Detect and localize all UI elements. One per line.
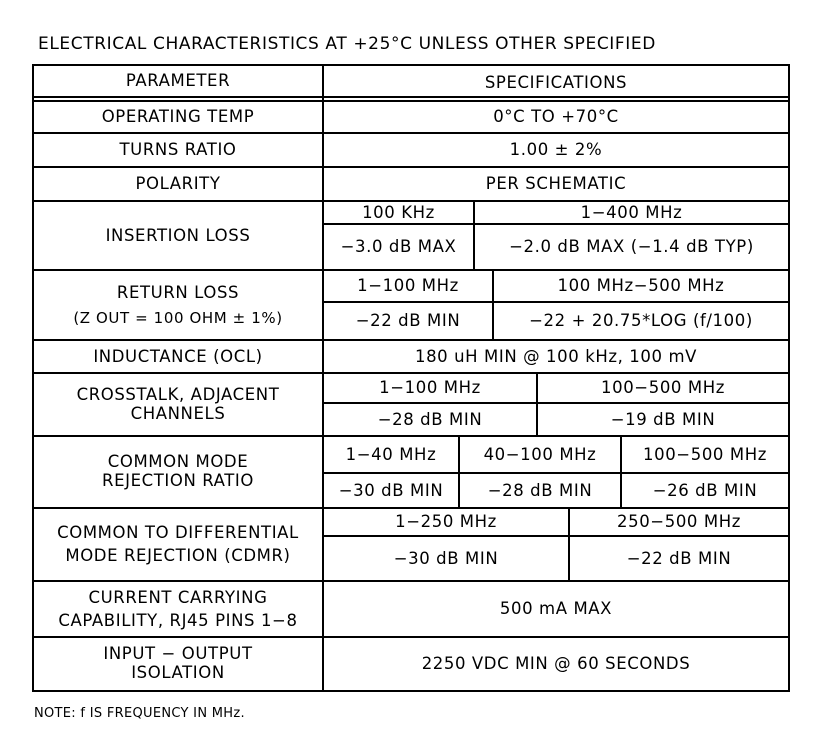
cdmr-freq-1: 1−250 MHz <box>395 512 497 532</box>
insertion-loss-freq-2: 1−400 MHz <box>580 202 683 222</box>
spec-isolation: 2250 VDC MIN @ 60 SECONDS <box>421 654 691 674</box>
param-isolation-line1: INPUT − OUTPUT <box>103 644 253 664</box>
cdmr-freq-2: 250−500 MHz <box>617 512 741 532</box>
param-cdmr-line1: COMMON TO DIFFERENTIAL <box>57 523 299 543</box>
header-specifications: SPECIFICATIONS <box>484 73 628 93</box>
cdmr-val-1: −30 dB MIN <box>393 548 499 568</box>
header-parameter: PARAMETER <box>125 71 231 91</box>
return-loss-freq-2: 100 MHz−500 MHz <box>557 276 725 296</box>
param-crosstalk-line2: CHANNELS <box>130 403 226 423</box>
spec-inductance: 180 uH MIN @ 100 kHz, 100 mV <box>414 346 698 366</box>
param-return-loss <box>33 270 323 340</box>
crosstalk-freq-1: 1−100 MHz <box>379 378 481 398</box>
cdmr-val-2: −22 dB MIN <box>626 548 732 568</box>
param-cmrr-line2: REJECTION RATIO <box>102 471 254 490</box>
param-turns-ratio: TURNS RATIO <box>119 140 237 160</box>
param-polarity: POLARITY <box>135 174 221 194</box>
crosstalk-freq-2: 100−500 MHz <box>601 378 725 398</box>
param-crosstalk <box>33 373 323 436</box>
spec-turns-ratio: 1.00 ± 2% <box>509 140 603 160</box>
param-cdmr <box>33 508 323 581</box>
insertion-loss-freq-1: 100 KHz <box>362 202 435 222</box>
spec-operating-temp: 0°C TO +70°C <box>493 107 619 127</box>
return-loss-val-1: −22 dB MIN <box>355 311 461 331</box>
crosstalk-val-1: −28 dB MIN <box>377 409 483 429</box>
table-title: ELECTRICAL CHARACTERISTICS AT +25°C UNLESS OTHER SPECIFIED <box>38 34 656 54</box>
cmrr-freq-1: 1−40 MHz <box>345 444 437 464</box>
param-current-line2: CAPABILITY, RJ45 PINS 1−8 <box>58 611 298 630</box>
param-current <box>33 581 323 637</box>
param-cdmr-line2: MODE REJECTION (CDMR) <box>65 545 291 565</box>
param-crosstalk-line1: CROSSTALK, ADJACENT <box>76 384 280 404</box>
spec-polarity: PER SCHEMATIC <box>485 174 627 194</box>
footnote: NOTE: f IS FREQUENCY IN MHz. <box>34 706 245 721</box>
param-operating-temp: OPERATING TEMP <box>101 107 255 127</box>
param-isolation <box>33 637 323 691</box>
param-cmrr <box>33 436 323 508</box>
spec-table <box>32 64 790 692</box>
cmrr-val-1: −30 dB MIN <box>338 480 444 500</box>
param-current-line1: CURRENT CARRYING <box>88 587 268 607</box>
insertion-loss-val-2: −2.0 dB MAX (−1.4 dB TYP) <box>509 237 754 257</box>
param-return-loss-line2: (Z OUT = 100 OHM ± 1%) <box>73 308 283 327</box>
param-inductance: INDUCTANCE (OCL) <box>93 346 263 366</box>
cmrr-val-2: −28 dB MIN <box>487 480 593 500</box>
spec-current: 500 mA MAX <box>499 599 613 619</box>
return-loss-val-2: −22 + 20.75*LOG (f/100) <box>529 311 753 331</box>
crosstalk-val-2: −19 dB MIN <box>610 409 716 429</box>
insertion-loss-val-1: −3.0 dB MAX <box>340 237 457 257</box>
param-isolation-line2: ISOLATION <box>131 663 225 682</box>
cmrr-freq-2: 40−100 MHz <box>483 444 597 464</box>
return-loss-freq-1: 1−100 MHz <box>357 276 459 296</box>
param-return-loss-line1: RETURN LOSS <box>116 283 240 303</box>
cmrr-val-3: −26 dB MIN <box>652 480 758 500</box>
param-cmrr-line1: COMMON MODE <box>107 452 249 472</box>
cmrr-freq-3: 100−500 MHz <box>643 444 767 464</box>
param-insertion-loss: INSERTION LOSS <box>105 225 251 245</box>
